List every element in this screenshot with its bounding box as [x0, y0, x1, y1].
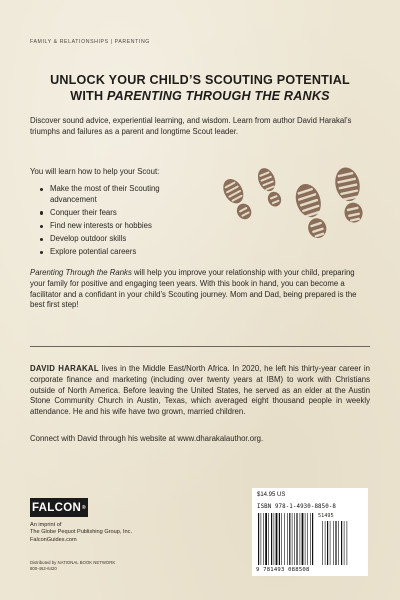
learn-intro: You will learn how to help your Scout: — [30, 167, 160, 176]
barcode-bar — [279, 513, 280, 565]
barcode-bar — [302, 513, 304, 565]
barcode-bar — [296, 513, 297, 565]
barcode-icon — [256, 513, 364, 565]
barcode-bar — [310, 513, 311, 565]
barcode-bar — [268, 513, 269, 565]
benefits-list — [40, 184, 180, 261]
addon-bar — [344, 521, 345, 565]
barcode-bar — [261, 513, 262, 565]
summary-text: will help you improve your relationship with your child, preparing your family for positive and engaging teen years. With this book in hand, you can become a facilitator and a confidant in your child’s Scouting journey. Mom and Dad, being prepared is the best first step! — [30, 268, 357, 310]
addon-bar — [341, 521, 342, 565]
headline-line-2 — [30, 88, 370, 104]
list-item: Develop outdoor skills — [40, 234, 180, 245]
barcode-bar — [294, 513, 295, 565]
price-label: $14.95 US — [257, 492, 286, 498]
author-bio — [30, 364, 370, 418]
category-label: FAMILY & RELATIONSHIPS | PARENTING — [30, 39, 150, 45]
addon-bar — [325, 521, 326, 565]
addon-bar — [347, 521, 348, 565]
headline-line-1: UNLOCK YOUR CHILD’S SCOUTING POTENTIAL — [50, 73, 350, 87]
addon-bar — [327, 521, 328, 565]
barcode-bar — [258, 513, 259, 565]
addon-number: 51495 — [318, 513, 334, 519]
barcode-bar — [276, 513, 278, 565]
distributor-info — [30, 560, 115, 571]
barcode-bar — [281, 513, 282, 565]
addon-bar — [335, 521, 336, 565]
barcode-digits: 9 781493 088508 — [256, 567, 310, 573]
intro-paragraph: Discover sound advice, experiential learning, and wisdom. Learn from author David Harakal’s triumphs and failures as a parent and longtime Scout leader. — [30, 116, 352, 136]
list-item: Make the most of their Scouting advancement — [40, 184, 180, 205]
boot-prints-icon — [200, 160, 380, 272]
distributor-line: Distributed by NATIONAL BOOK NETWORK — [30, 560, 116, 565]
author-bio-text: lives in the Middle East/North Africa. In 2020, he left his thirty-year career in corporate finance and marketing (including over twenty years at IBM) to work with Christians outside of North America. Before leaving the United States, he served as an elder at the Austin Stone Community Church in Austin, Texas, which averaged eight thousand people in weekly attendance. He and his wife have two grown, married children. — [30, 364, 371, 417]
book-title-italic: Parenting Through the Ranks — [30, 268, 132, 277]
headline-book-title: PARENTING THROUGH THE RANKS — [106, 89, 330, 103]
barcode-bar — [312, 513, 313, 565]
addon-bar — [322, 521, 323, 565]
isbn-text: ISBN 978-1-4930-8850-8 — [257, 504, 336, 510]
addon-bar — [338, 521, 339, 565]
barcode-box — [252, 488, 368, 576]
imprint-line: FalconGuides.com — [30, 536, 77, 543]
imprint-line: The Globe Pequot Publishing Group, Inc. — [30, 529, 132, 536]
list-item: Explore potential careers — [40, 247, 180, 258]
summary-paragraph — [30, 268, 370, 311]
imprint-info — [30, 522, 132, 544]
barcode-bar — [300, 513, 301, 565]
list-item: Find new interests or hobbies — [40, 221, 180, 232]
headline-prefix: WITH — [70, 89, 107, 103]
barcode-bar — [271, 513, 272, 565]
barcode-bar — [292, 513, 293, 565]
addon-bar — [330, 521, 331, 565]
publisher-logo — [30, 498, 88, 517]
headline — [30, 72, 370, 104]
section-divider — [30, 346, 370, 347]
author-website: Connect with David through his website at www.dharakalauthor.org. — [30, 434, 264, 443]
distributor-line: 800-462-6420 — [30, 565, 57, 571]
imprint-line: An imprint of — [30, 522, 62, 528]
barcode-bar — [289, 513, 290, 565]
barcode-bar — [274, 513, 275, 565]
barcode-bar — [287, 513, 288, 565]
addon-bar — [333, 521, 334, 565]
barcode-bar — [263, 513, 264, 565]
author-name: DAVID HARAKAL — [30, 364, 99, 373]
logo-mark: ® — [82, 504, 87, 511]
barcode-bar — [305, 513, 306, 565]
barcode-bar — [265, 513, 267, 565]
list-item: Conquer their fears — [40, 208, 180, 219]
barcode-bar — [307, 513, 308, 565]
barcode-bar — [284, 513, 285, 565]
logo-text: FALCON — [31, 501, 82, 514]
